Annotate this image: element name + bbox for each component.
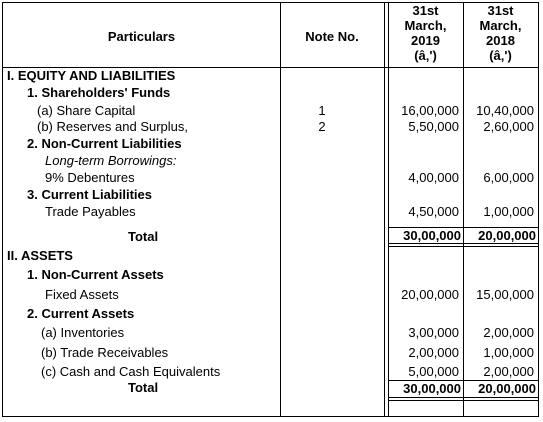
subsection-current-assets: 2. Current Assets xyxy=(27,306,135,321)
subsection-non-current-assets: 1. Non-Current Assets xyxy=(27,267,164,282)
balance-sheet-table: Particulars Note No. 31st March, 2019 (â‚') 31st March, 2018 (â‚') I. EQUITY AND LIABILITIES 1. Shareholders' Funds (a) Share Capital 1 16,00,000 10,40,000 (b) Reserves and Surplus, 2 5,50,000 2,60,000 2. Non-Current Liabilities Long-term Borrowings: 9% Debentures 4,00,000 6,00,000 3. Current Liabilities Trade Payables 4,50,000 1,00,000 Total 30,00,000 20,00,000 II. ASSETS 1. Non-Current Assets Fixed Assets 20,00,000 15,00,000 2. Current Assets (a) Inventories 3,00,000 2,00,000 (b) Trade Receivables 2,00,000 1,00,000 (c) Cash and Cash Equivalents 5,00,000 2,00,000 Total 30,00,000 20,00,000 xyxy=(2,2,539,417)
total-rule xyxy=(388,397,538,398)
section-title-assets: II. ASSETS xyxy=(7,248,73,263)
column-divider xyxy=(280,3,281,416)
header-note-no: Note No. xyxy=(305,29,359,44)
long-term-borrowings-label: Long-term Borrowings: xyxy=(45,153,177,168)
total-rule xyxy=(388,400,538,401)
column-divider xyxy=(384,3,385,416)
total-rule xyxy=(388,246,538,247)
subsection-non-current-liabilities: 2. Non-Current Liabilities xyxy=(27,136,182,151)
subsection-current-liabilities: 3. Current Liabilities xyxy=(27,187,152,202)
header-particulars: Particulars xyxy=(107,29,176,44)
section-title-equity: I. EQUITY AND LIABILITIES xyxy=(7,68,176,83)
subsection-shareholders-funds: 1. Shareholders' Funds xyxy=(27,85,171,100)
